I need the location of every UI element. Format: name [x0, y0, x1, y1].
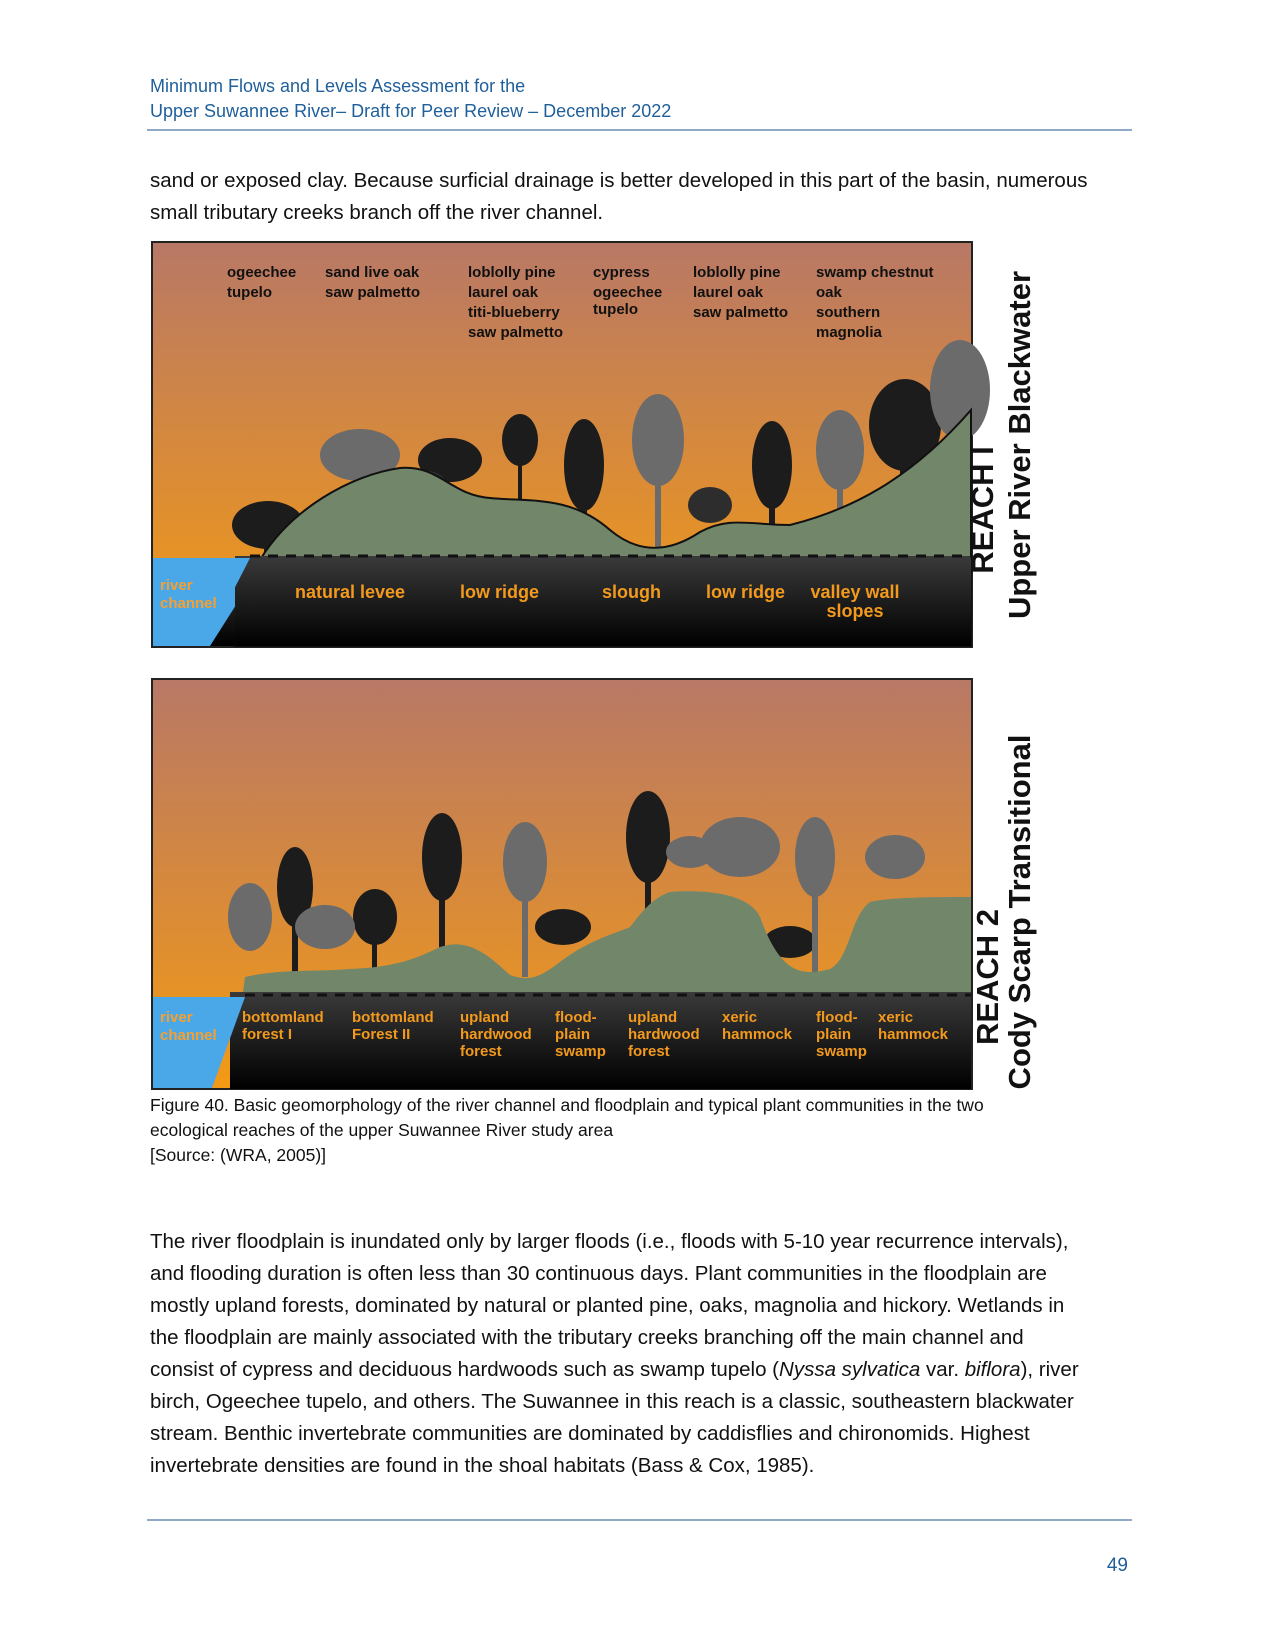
reach-2-landform-5: upland hardwood forest	[628, 1009, 700, 1060]
body-line-7: stream. Benthic invertebrate communities are dominated by caddisflies and chironomids. Highest	[150, 1422, 1030, 1445]
reach-2-landform-1: bottomland forest I	[242, 1009, 324, 1043]
caption-line-3: [Source: (WRA, 2005)]	[150, 1145, 327, 1165]
reach-2-landform-8: xeric hammock	[878, 1009, 949, 1043]
footer-rule	[147, 1519, 1132, 1521]
body-line-1: The river floodplain is inundated only by larger floods (i.e., floods with 5-10 year recurrence intervals),	[150, 1230, 1069, 1253]
reach-1-channel-label: river channel	[160, 577, 217, 612]
reach-2-channel-label: river channel	[160, 1009, 217, 1044]
variety-name: biflora	[964, 1358, 1021, 1381]
reach-1-panel	[152, 242, 1037, 647]
caption-line-1: Figure 40. Basic geomorphology of the river channel and floodplain and typical plant communities in the two	[150, 1095, 984, 1115]
reach-2-subtitle: Cody Scarp Transitional	[1002, 734, 1037, 1090]
reach-1-title: REACH I	[965, 446, 1000, 574]
body-line-6: birch, Ogeechee tupelo, and others. The Suwannee in this reach is a classic, southeastern blackwater	[150, 1390, 1074, 1413]
reach-1-landform-2: low ridge	[460, 582, 540, 602]
reach-1-subtitle: Upper River Blackwater	[1002, 270, 1037, 620]
reach-2-title: REACH 2	[970, 908, 1005, 1046]
reach-1-plant-3: loblolly pine laurel oak titi-blueberry saw palmetto	[468, 264, 564, 341]
intro-line-1: sand or exposed clay. Because surficial drainage is better developed in this part of the basin, numerous	[150, 169, 1088, 192]
body-line-2: and flooding duration is often less than 30 continuous days. Plant communities in the floodplain are	[150, 1262, 1047, 1285]
page-number: 49	[1106, 1555, 1128, 1576]
body-line-3: mostly upland forests, dominated by natural or planted pine, oaks, magnolia and hickory. Wetlands in	[150, 1294, 1065, 1317]
reach-1-plant-5: loblolly pine laurel oak saw palmetto	[693, 264, 789, 321]
intro-line-2: small tributary creeks branch off the river channel.	[150, 201, 604, 224]
header-line-1: Minimum Flows and Levels Assessment for the	[150, 76, 526, 96]
figure-40	[150, 240, 1070, 1095]
reach-2-landform-7: flood-plain swamp	[816, 1009, 867, 1060]
reach-1-plant-1: ogeechee tupelo	[227, 264, 297, 301]
header-rule	[147, 129, 1132, 131]
reach-2-landform-3: upland hardwood forest	[460, 1009, 532, 1060]
header-line-2: Upper Suwannee River– Draft for Peer Review – December 2022	[150, 101, 672, 121]
figure-caption	[150, 1093, 1130, 1168]
reach-1-landform-4: low ridge	[706, 582, 786, 602]
species-name: Nyssa sylvatica	[779, 1358, 921, 1381]
reach-1-plant-6: swamp chestnut oak southern magnolia	[816, 264, 934, 341]
reach-1-plant-2: sand live oak saw palmetto	[325, 264, 421, 301]
body-line-4: the floodplain are mainly associated with the tributary creeks branching off the main channel and	[150, 1326, 1024, 1349]
reach-2-landform-6: xeric hammock	[722, 1009, 793, 1043]
reach-2-landform-4: flood-plain swamp	[555, 1009, 606, 1060]
reach-1-plant-4: cypress ogeechee tupelo	[593, 264, 663, 318]
reach-1-landform-3: slough	[602, 582, 661, 602]
reach-2-soil	[230, 992, 971, 1089]
reach-1-landform-5: valley wall slopes	[810, 582, 900, 621]
reach-2-landform-2: bottomland Forest II	[352, 1009, 434, 1043]
geomorphology-diagram	[150, 240, 1070, 1090]
body-line-5: consist of cypress and deciduous hardwoods such as swamp tupelo (Nyssa sylvatica var. biflora), river	[150, 1358, 1079, 1381]
caption-line-2: ecological reaches of the upper Suwannee River study area	[150, 1120, 614, 1140]
reach-2-panel	[152, 679, 1037, 1089]
running-header	[150, 74, 671, 124]
body-line-8: invertebrate densities are found in the shoal habitats (Bass & Cox, 1985).	[150, 1454, 815, 1477]
reach-1-landform-1: natural levee	[295, 582, 406, 602]
